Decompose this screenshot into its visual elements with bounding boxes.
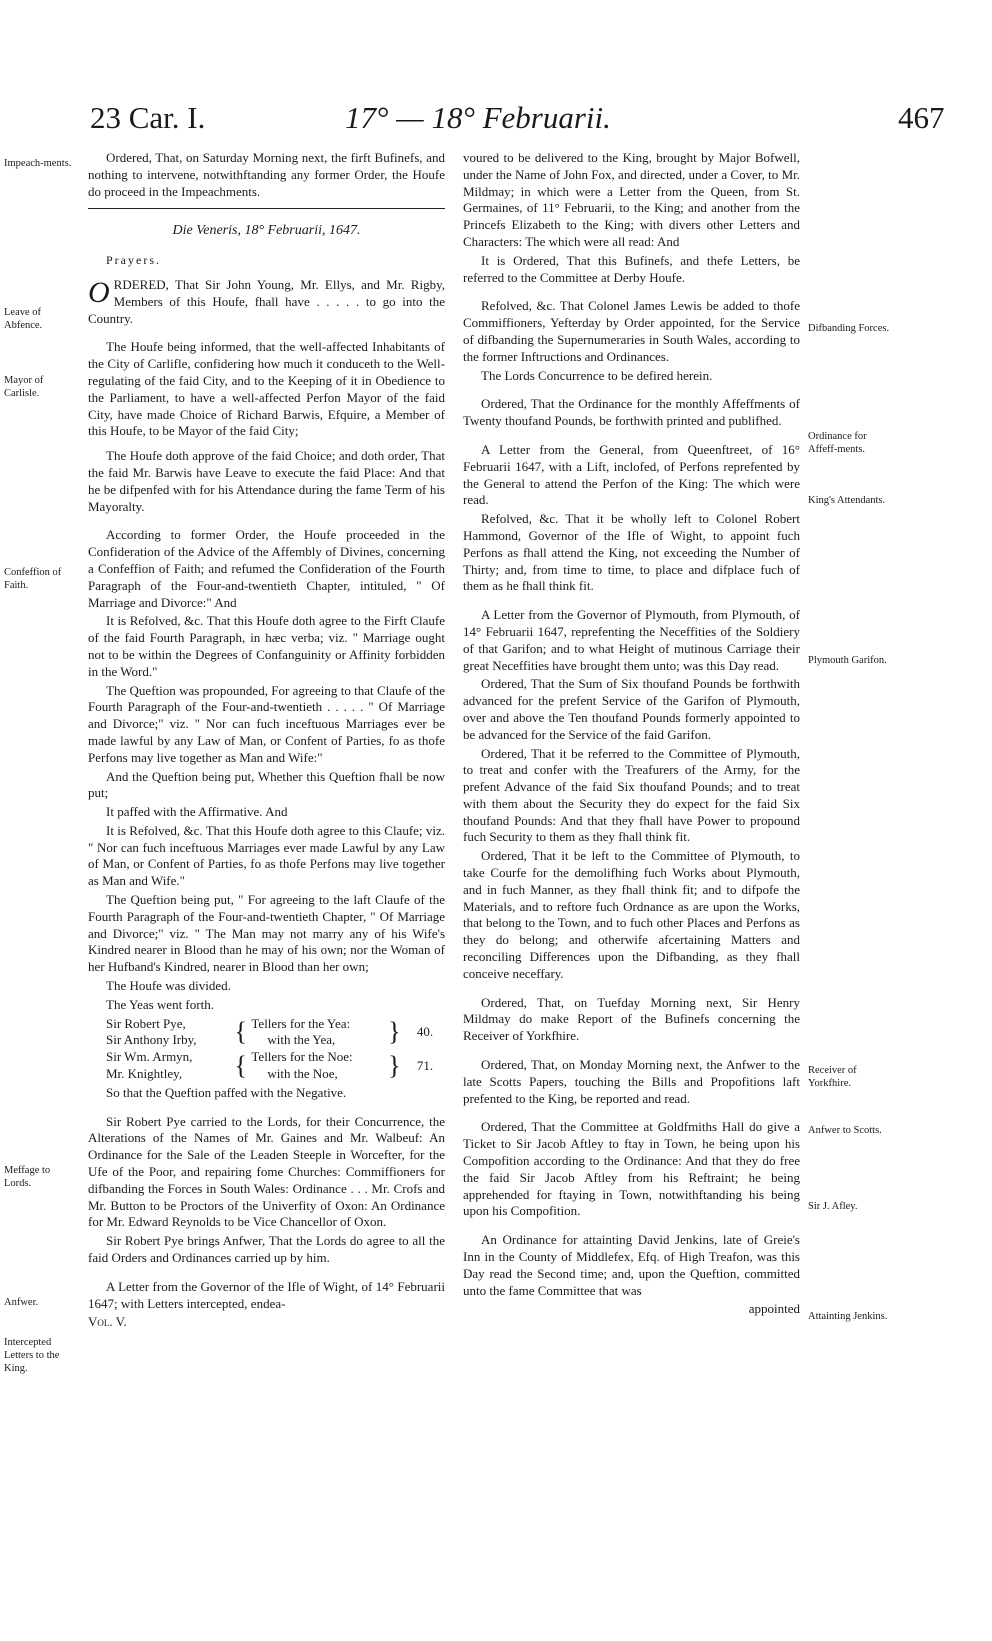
mayor-carlisle-report: The Houfe being informed, that the well-affected Inhabitants of the City of Carlifle, confidering how much it conduceth to the Well-regulating of the faid City, and to the Keeping of it in Obedience to the Parliament, to have a well-affected Perfon Mayor of the faid City, have made Choice of Richard Barwis, Efquire, a Member of this Houfe, to be Mayor of the faid City; <box>88 339 445 439</box>
teller-row <box>88 1016 445 1033</box>
tellers-table <box>88 1016 445 1083</box>
bracket-left-icon: { <box>234 1017 248 1047</box>
drop-cap: O <box>88 275 110 309</box>
question-negative: So that the Queftion paffed with the Negative. <box>106 1084 347 1100</box>
bracket-right-icon: } <box>388 1017 401 1047</box>
letter-plymouth: A Letter from the Governor of Plymouth, from Plymouth, of 14° Februarii 1647, reprefenting the Neceffities of the Soldiery of that Garifon; and to what Height of mutinous Carriage their great Neceffities have brought them unto; was this Day read. <box>463 607 800 673</box>
confession-question-put: And the Queftion being put, Whether this Queftion fhall be now put; <box>88 768 445 801</box>
mayor-carlisle-order: The Houfe doth approve of the faid Choice; and doth order, That the faid Mr. Barwis have Leave to execute the faid Place: And that he be difpenfed with for his Attendance during the fame Term of his Mayoralty. <box>88 448 445 514</box>
teller-role: Tellers for the Yea: <box>251 1015 351 1031</box>
margin-note-receiver-yorkshire: Receiver of Yorkfhire. <box>808 1065 857 1089</box>
prayers-heading: Prayers. <box>106 253 161 268</box>
teller-role: Tellers for the Noe: <box>251 1049 353 1065</box>
house-divided: The Houfe was divided. <box>106 978 231 994</box>
margin-note-intercepted-letters: Intercepted Letters to the King. <box>4 1337 60 1374</box>
teller-role: with the Yea, <box>267 1032 336 1048</box>
order-answer-scotts: Ordered, That, on Monday Morning next, the Anfwer to the late Scotts Papers, touching the Bills and Propofitions laft prefented to the King, be reported and read. <box>463 1057 800 1106</box>
lords-concurrence: The Lords Concurrence to be defired herein. <box>481 367 713 383</box>
teller-name: Sir Wm. Armyn, <box>106 1049 193 1065</box>
volume-signature: Vol. V. <box>88 1314 127 1330</box>
margin-note-message-to-lords: Meffage to Lords. <box>4 1165 51 1189</box>
margin-note-ordinance-assessments: Ordinance for Affeff-ments. <box>808 431 867 455</box>
margin-note-sir-j-astley: Sir J. Afley. <box>808 1201 858 1212</box>
confession-question-1: The Queftion was propounded, For agreeing to that Claufe of the Fourth Paragraph of the Four-and-twentieth . . . . . " Of Marriage and Divorce;" viz. " Nor can fuch inceftuous Marriages ever be made lawful by any Law of Man, or Confent of Parties, fo as thofe Perfons may live together as Man and Wife:" <box>88 682 445 765</box>
resolution-colonel-lewis: Refolved, &c. That Colonel James Lewis be added to thofe Commiffioners, Yefterday by Order appointed, for the Service of difbanding the Supernumeraries in South Wales, according to the former Inftructions and Ordinances. <box>463 298 800 364</box>
confession-resolution-1: It is Refolved, &c. That this Houfe doth agree to the Firft Claufe of the faid Fourth Paragraph, in hæc verba; viz. " Marriage ought not to be within the Degrees of Confanguinity or Affinity forbidden in the Word." <box>88 613 445 679</box>
teller-role: with the Noe, <box>267 1066 338 1082</box>
confession-resolution-2: It is Refolved, &c. That this Houfe doth agree to this Claufe; viz. " Nor can fuch inceftuous Marriages ever made Lawful by any Law of Man, or Confent of Parties, fo as thofe Perfons may live together as Man and Wife." <box>88 822 445 889</box>
margin-note-leave-of-absence: Leave of Abfence. <box>4 307 43 331</box>
margin-note-attainting-jenkins: Attainting Jenkins. <box>808 1311 888 1322</box>
running-head-left: 23 Car. I. <box>90 100 206 135</box>
order-plymouth-works: Ordered, That it be left to the Committee of Plymouth, to take Courfe for the demolifhing fuch Works about Plymouth, and in fuch Manner, as they fhall think fit; and to difpofe the Materials, and to reftore fuch Ordnance as are upon the Works, that belong to the Town, and to fuch other Places and Perfons as they do belong; and otherwife afcertaining Matters and reconciling Differences upon the Difbanding, as they fhall conceive neceffary. <box>463 848 800 981</box>
margin-note-mayor-of-carlisle: Mayor of Carlisle. <box>4 375 44 399</box>
confession-question-2: The Queftion being put, " For agreeing to the laft Claufe of the Fourth Paragraph of the Four-and-twentieth Chapter, " Of Marriage and Divorce;" viz. " The Man may not marry any of his Wife's Kindred nearer in Blood than he may of his own; nor the Woman of her Hufband's Kindred, nearer in Blood than her own; <box>88 892 445 975</box>
order-leave-of-absence <box>88 277 445 327</box>
teller-name: Mr. Knightley, <box>106 1066 183 1082</box>
resolution-hammond: Refolved, &c. That it be wholly left to Colonel Robert Hammond, Governor of the Ifle of Wight, to appoint fuch Perfons as fhall attend the King, not exceeding the Number of Thirty; and, from time to time, to place and difplace fuch of them as he fhall think fit. <box>463 511 800 594</box>
margin-note-confession-of-faith: Confeffion of Faith. <box>4 567 62 591</box>
letter-from-general: A Letter from the General, from Queenftreet, of 16° Februarii 1647, with a Lift, inclofed, of Perfons reprefented by the General to attend the Perfon of the King: The which were read. <box>463 441 800 508</box>
margin-note-disbanding-forces: Difbanding Forces. <box>808 323 890 334</box>
yea-count: 40. <box>416 1024 434 1040</box>
margin-note-answer-to-scotts: Anfwer to Scotts. <box>808 1125 882 1136</box>
left-column <box>88 150 445 1331</box>
running-head-date: 17° — 18° Februarii. <box>345 100 611 135</box>
page-number: 467 <box>898 100 945 135</box>
margin-note-impeachments: Impeach-ments. <box>4 158 72 169</box>
teller-name: Sir Anthony Irby, <box>106 1032 197 1048</box>
confession-consideration: According to former Order, the Houfe proceeded in the Confideration of the Advice of the Affembly of Divines, concerning a Confeffion of Faith; and refumed the Confideration of the Fourth Paragraph of the Four-and-twentieth Chapter, intituled, " Of Marriage and Divorce:" And <box>88 527 445 610</box>
order-receiver-yorkshire: Ordered, That, on Tuefday Morning next, Sir Henry Mildmay do make Report of the Bufinefs concerning the Receiver of Yorkfhire. <box>463 994 800 1044</box>
bracket-left-icon: { <box>234 1050 248 1080</box>
margin-note-answer: Anfwer. <box>4 1297 39 1308</box>
teller-row <box>88 1049 445 1066</box>
order-impeachments: Ordered, That, on Saturday Morning next, the firft Bufinefs, and nothing to intervene, notwithftanding any former Order, the Houfe do proceed in the Impeachments. <box>88 150 445 199</box>
order-plymouth-committee: Ordered, That it be referred to the Committee of Plymouth, to treat and confer with the Treafurers of the Army, for the prefent Advance of the faid Six thoufand Pounds; and to treat with them about the Security they do expect for the faid Six thoufand Pounds: And that they fhall have Power to propound fuch Security to them as they fhall think fit. <box>463 745 800 845</box>
ordinance-jenkins: An Ordinance for attainting David Jenkins, late of Greie's Inn in the County of Middlefex, Efq. of High Treafon, was this Day read the Second time; and, upon the Queftion, committed unto the fame Committee that was <box>463 1232 800 1298</box>
noe-count: 71. <box>416 1057 434 1073</box>
order-sir-jacob-astley: Ordered, That the Committee at Goldfmiths Hall do give a Ticket to Sir Jacob Aftley to ftay in Town, he being upon his Compofition according to the Ordinance: And that they do free the faid Sir Jacob Aftley from his Reftraint; he being apprehended for ftaying in Town, notwithftanding his being upon his Compofition. <box>463 1119 800 1219</box>
lords-answer: Sir Robert Pye brings Anfwer, That the Lords do agree to all the faid Orders and Ordinances carried up by him. <box>88 1233 445 1266</box>
order-derby-house: It is Ordered, That this Bufinefs, and thefe Letters, be referred to the Committee at Derby Houfe. <box>463 252 800 285</box>
letter-isle-of-wight: A Letter from the Governor of the Ifle of Wight, of 14° Februarii 1647; with Letters intercepted, endea- <box>88 1278 445 1311</box>
confession-affirmative: It paffed with the Affirmative. And <box>106 804 288 820</box>
letter-continuation: voured to be delivered to the King, brought by Major Bofwell, under the Name of John Fox, and directed, under a Cover, to Mr. Mildmay; in which were a Letter from the Queen, from St. Germaines, of 11° Februarii, to the King; and another from the Princefs Elizabeth to the King; with divers other Letters and Characters: The which were all read: And <box>463 150 800 249</box>
right-column <box>463 150 800 1318</box>
message-to-lords: Sir Robert Pye carried to the Lords, for their Concurrence, the Alterations of the Names of Mr. Gaines and Mr. Walbeuf: An Ordinance for the Sale of the Leaden Steeple in Worcefter, for the Ufe of the Poor, and repairing fome Churches: Commiffioners for difbanding the Forces in South Wales: Ordinance . . . Mr. Crofs and Mr. Button to be Proctors of the Univerfity of Oxon: An Ordinance for Mr. Edward Reynolds to be Vice Chancellor of Oxon. <box>88 1113 445 1230</box>
day-heading: Die Veneris, 18° Februarii, 1647. <box>172 223 361 239</box>
order-plymouth-sum: Ordered, That the Sum of Six thoufand Pounds be forthwith advanced for the prefent Service of the Garifon of Plymouth, over and above the Ten thoufand Pounds formerly appointed to be advanced for the Service of the faid Garifon. <box>463 676 800 742</box>
bracket-right-icon: } <box>388 1050 401 1080</box>
teller-name: Sir Robert Pye, <box>106 1015 186 1031</box>
order-leave-text: RDERED, That Sir John Young, Mr. Ellys, and Mr. Rigby, Members of this Houfe, fhall have . . . . . to go into the Country. <box>88 276 445 326</box>
yeas-went-forth: The Yeas went forth. <box>106 996 214 1012</box>
section-rule <box>88 208 445 209</box>
order-assessments: Ordered, That the Ordinance for the monthly Affeffments of Twenty thoufand Pounds, be forthwith printed and publifhed. <box>463 396 800 429</box>
catchword: appointed <box>748 1301 800 1317</box>
margin-note-kings-attendants: King's Attendants. <box>808 495 886 506</box>
margin-note-plymouth-garison: Plymouth Garifon. <box>808 655 887 666</box>
